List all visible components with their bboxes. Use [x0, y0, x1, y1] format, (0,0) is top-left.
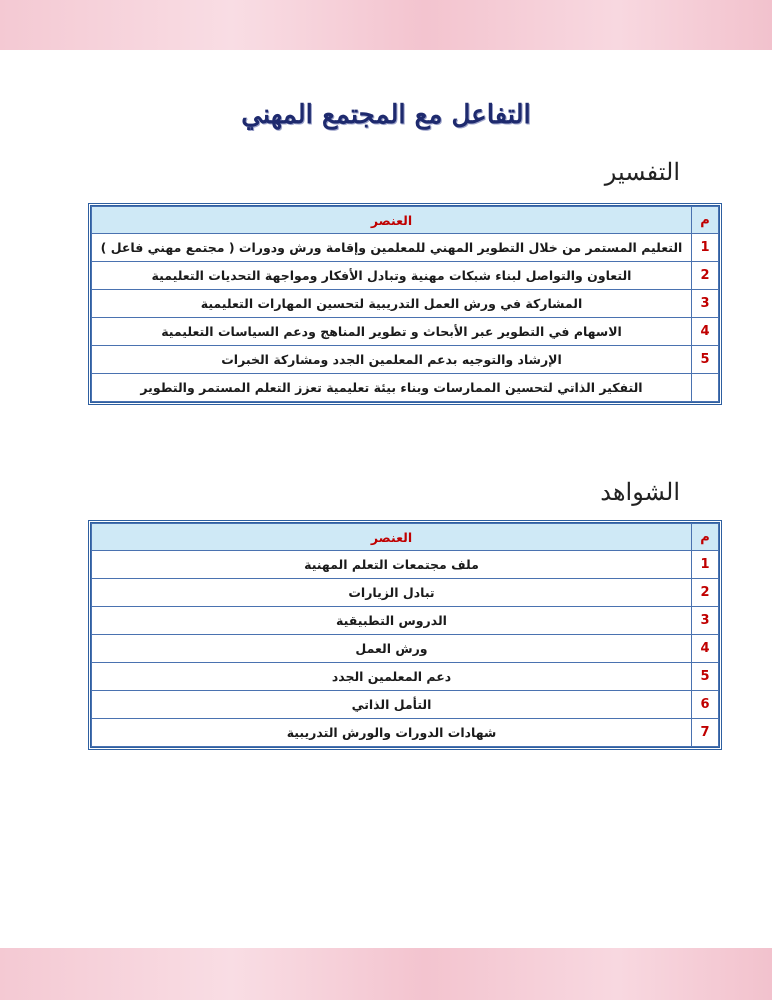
- row-text: ملف مجتمعات التعلم المهنية: [92, 551, 692, 579]
- table-row: [92, 691, 719, 719]
- row-number: 2: [692, 262, 719, 290]
- decorative-top-band: [0, 0, 772, 50]
- explanation-table: [88, 203, 722, 405]
- row-number: 3: [692, 607, 719, 635]
- page-title: التفاعل مع المجتمع المهني: [241, 100, 531, 130]
- row-number: 4: [692, 318, 719, 346]
- row-text: الاسهام في التطوير عبر الأبحاث و تطوير المناهج ودعم السياسات التعليمية: [92, 318, 692, 346]
- table-row: [92, 262, 719, 290]
- evidence-table: [88, 520, 722, 750]
- table-row: [92, 635, 719, 663]
- table-header-row: [92, 207, 719, 234]
- row-number: 3: [692, 290, 719, 318]
- column-header-element: العنصر: [92, 207, 692, 234]
- row-number: 5: [692, 346, 719, 374]
- row-text: المشاركة في ورش العمل التدريبية لتحسين المهارات التعليمية: [92, 290, 692, 318]
- table-row: [92, 719, 719, 747]
- table-row: [92, 346, 719, 374]
- table-row: [92, 579, 719, 607]
- row-number: [692, 374, 719, 402]
- table-row: [92, 234, 719, 262]
- explanation-heading: التفسير: [604, 158, 680, 186]
- row-number: 5: [692, 663, 719, 691]
- row-text: التفكير الذاتي لتحسين الممارسات وبناء بيئة تعليمية تعزز التعلم المستمر والتطوير: [92, 374, 692, 402]
- row-text: تبادل الزيارات: [92, 579, 692, 607]
- row-text: التأمل الذاتي: [92, 691, 692, 719]
- table-row: [92, 607, 719, 635]
- row-text: التعاون والتواصل لبناء شبكات مهنية وتبادل الأفكار ومواجهة التحديات التعليمية: [92, 262, 692, 290]
- row-text: الدروس التطبيقية: [92, 607, 692, 635]
- row-number: 7: [692, 719, 719, 747]
- row-number: 6: [692, 691, 719, 719]
- row-text: شهادات الدورات والورش التدريبية: [92, 719, 692, 747]
- column-header-number: م: [692, 524, 719, 551]
- table-row: [92, 374, 719, 402]
- evidence-heading: الشواهد: [600, 478, 680, 506]
- decorative-bottom-band: [0, 948, 772, 1000]
- table-row: [92, 663, 719, 691]
- row-number: 2: [692, 579, 719, 607]
- row-text: التعليم المستمر من خلال التطوير المهني للمعلمين وإقامة ورش ودورات ( مجتمع مهني فاعل ): [92, 234, 692, 262]
- row-text: دعم المعلمين الجدد: [92, 663, 692, 691]
- table-row: [92, 551, 719, 579]
- row-number: 1: [692, 234, 719, 262]
- table-row: [92, 290, 719, 318]
- row-number: 4: [692, 635, 719, 663]
- table-row: [92, 318, 719, 346]
- table-header-row: [92, 524, 719, 551]
- row-text: ورش العمل: [92, 635, 692, 663]
- row-text: الإرشاد والتوجيه بدعم المعلمين الجدد ومشاركة الخبرات: [92, 346, 692, 374]
- row-number: 1: [692, 551, 719, 579]
- column-header-number: م: [692, 207, 719, 234]
- column-header-element: العنصر: [92, 524, 692, 551]
